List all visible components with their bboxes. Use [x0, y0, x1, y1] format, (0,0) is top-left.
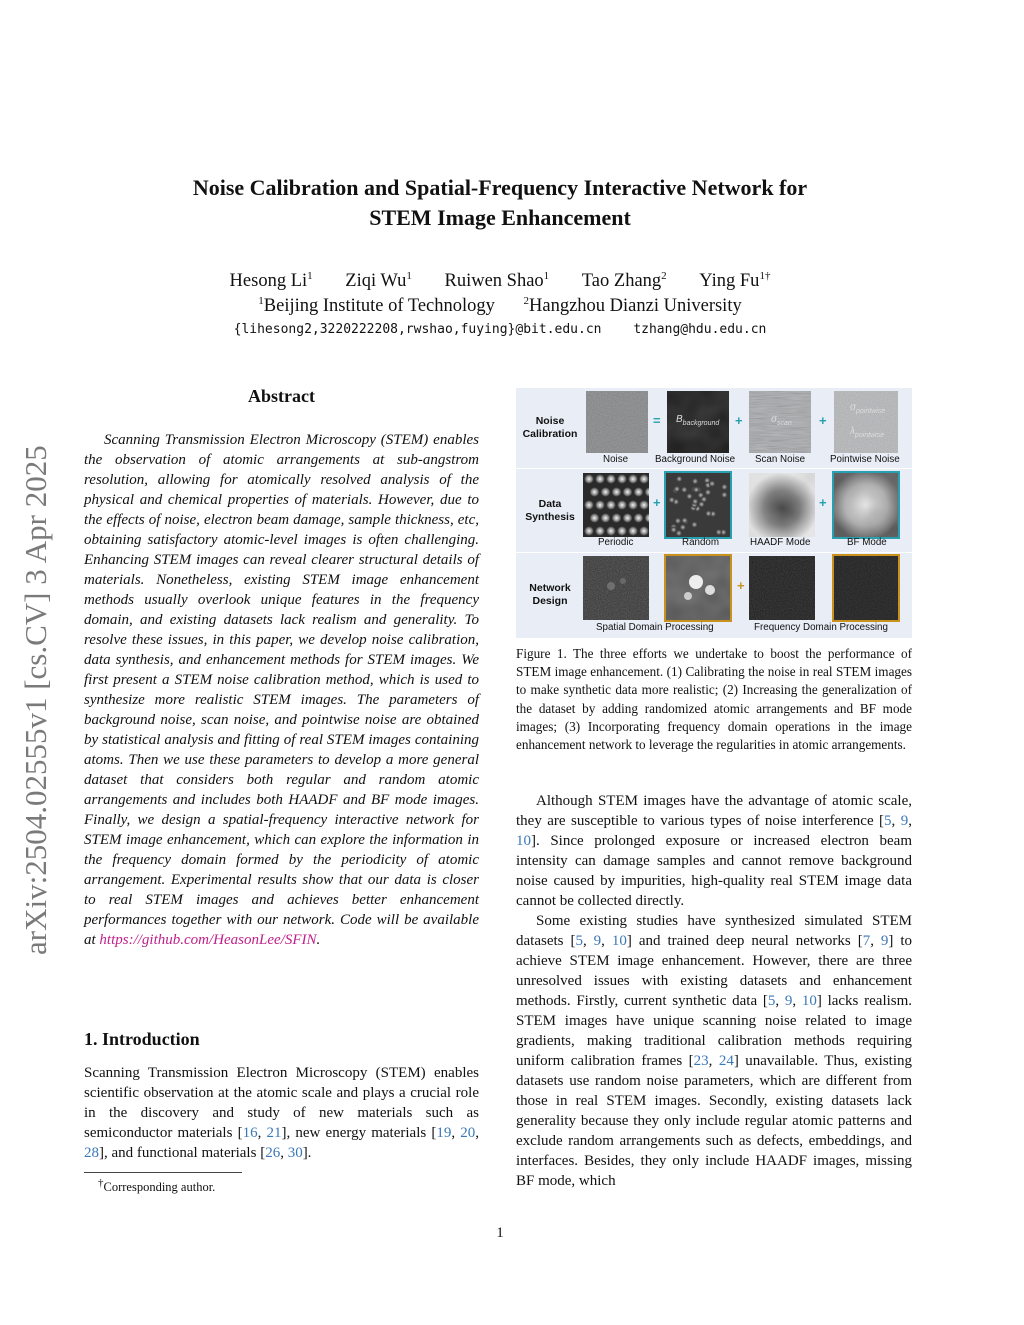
background-noise-symbol: $B_{background}$ — [676, 414, 720, 427]
author-list — [0, 270, 1000, 292]
plus-operator: + — [737, 578, 745, 593]
atom-dot — [686, 493, 692, 499]
atom-dot — [676, 530, 682, 536]
atom-dot — [590, 513, 600, 523]
row-label-noise-calibration: Noise Calibration — [522, 415, 578, 440]
atom-dot — [670, 527, 676, 533]
figure-label: Scan Noise — [755, 454, 806, 465]
atom-dot — [721, 484, 727, 490]
figure-label: BF Mode — [847, 537, 887, 548]
figure-1 — [516, 388, 912, 638]
affiliation-list — [0, 295, 1000, 317]
atom-dot — [705, 489, 711, 495]
atom-dot — [675, 518, 681, 524]
author: Ying $Fu^{1\dagger}$ — [699, 270, 771, 292]
citation-link[interactable]: 23 — [693, 1053, 709, 1069]
citation-link[interactable]: 5 — [767, 993, 776, 1009]
atom-dot — [680, 524, 686, 530]
atom-dot — [606, 500, 616, 510]
atom-dot — [716, 529, 722, 535]
figure-label: Background Noise — [655, 454, 736, 465]
bf-mode-image — [834, 473, 898, 537]
figure-label: HAADF Mode — [750, 537, 811, 548]
atom-dot — [634, 513, 644, 523]
author: Tao Zhang$^2$ — [581, 270, 667, 292]
figure-label: Frequency Domain Processing — [754, 622, 888, 633]
figure-label: Periodic — [598, 537, 634, 548]
citation-link[interactable]: 19 — [436, 1125, 452, 1141]
citation-link[interactable]: 9 — [900, 813, 909, 829]
atom-dot — [681, 487, 687, 493]
atom-dot — [701, 496, 707, 502]
atom-dot — [623, 513, 633, 523]
atom-dot — [606, 474, 616, 484]
atom-dot — [584, 500, 594, 510]
atom-dot — [692, 478, 698, 484]
figure-label: Noise — [603, 454, 629, 465]
atom-dot — [669, 497, 675, 503]
citation-link[interactable]: 7 — [862, 933, 871, 949]
section-heading-introduction: 1. Introduction — [84, 1029, 200, 1049]
atom-dot — [617, 526, 627, 536]
pointwise-sigma-symbol: $\sigma_{pointwise}$ — [850, 402, 886, 415]
atom-dot — [705, 510, 711, 516]
email: {lihesong2,3220222208,rwshao,fuying}@bit.edu.cn — [233, 322, 602, 337]
row-label-data-synthesis: Data Synthesis — [525, 498, 575, 523]
atom-dot — [623, 487, 633, 497]
author: Hesong Li$^1$ — [229, 270, 313, 292]
atom-dot — [595, 500, 605, 510]
author: Ruiwen Shao$^1$ — [444, 270, 550, 292]
paragraph: Although STEM images have the advantage of atomic scale, they are susceptible to various types of noise interference [5, 9, 10]. Since prolonged exposure or increased electron beam intensity can damage samples and cannot remove background noise caused by impurities, high-quality real STEM image data cannot be collected directly. — [516, 793, 912, 909]
atom-dot — [634, 487, 644, 497]
atom-dot — [628, 500, 638, 510]
citation-link[interactable]: 24 — [718, 1053, 734, 1069]
atom-dot — [628, 526, 638, 536]
spatial-output-image — [666, 556, 730, 620]
right-column-text — [516, 791, 912, 1191]
atom-dot — [721, 492, 727, 498]
atom-dot — [612, 487, 622, 497]
affiliation: $^2$Hangzhou Dianzi University — [523, 295, 742, 317]
title-line-2: STEM Image Enhancement — [369, 205, 631, 230]
citation-link[interactable]: 20 — [460, 1125, 476, 1141]
arxiv-identifier: arXiv:2504.02555v1 [cs.CV] 3 Apr 2025 — [18, 445, 53, 955]
atom-dot — [606, 526, 616, 536]
plus-operator: + — [653, 495, 661, 510]
page-number: 1 — [496, 1225, 504, 1241]
atom-dot — [639, 526, 649, 536]
introduction-paragraph: Scanning Transmission Electron Microscopy (STEM) enables scientific observation at the atomic scale and plays a crucial role in the discovery and study of new materials such as semiconductor materials [16, 21], new energy materials [19, 20, 28], and functional materials [26, 30]. — [84, 1065, 480, 1161]
atom-dot — [601, 513, 611, 523]
atom-dot — [595, 474, 605, 484]
atom-dot — [691, 521, 697, 527]
atom-dot — [601, 487, 611, 497]
email-list — [0, 322, 1000, 337]
paper-title — [0, 173, 1000, 233]
atom-dot — [628, 474, 638, 484]
atom-dot — [681, 517, 687, 523]
atom-dot — [693, 486, 699, 492]
frequency-input-image — [749, 556, 815, 620]
figure-label: Random — [682, 537, 720, 548]
figure-label: Pointwise Noise — [830, 454, 900, 465]
atom-dot — [584, 526, 594, 536]
author: Ziqi Wu$^1$ — [345, 270, 412, 292]
affiliation: $^1$Beijing Institute of Technology — [258, 295, 495, 317]
citation-link[interactable]: 10 — [801, 993, 817, 1009]
citation-link[interactable]: 9 — [784, 993, 793, 1009]
plus-operator: + — [735, 413, 743, 428]
atom-dot — [595, 526, 605, 536]
citation-link[interactable]: 5 — [575, 933, 583, 949]
periodic-atoms-image — [583, 473, 649, 537]
citation-link[interactable]: 30 — [287, 1145, 303, 1161]
spatial-input-image — [583, 556, 649, 620]
figure-caption: Figure 1. The three efforts we undertake to boost the performance of STEM image enhancement. (1) Calibrating the noise in real STEM images to make synthetic data more realistic; (2) Increasing the generalization of the dataset by adding randomized atomic arrangements and BF mode images; (3) Incorporating frequency domain operations in the image enhancement network to leverage the regularities in atomic arrangements. — [516, 646, 912, 753]
citation-link[interactable]: 10 — [516, 833, 531, 849]
citation-link[interactable]: 21 — [266, 1125, 282, 1141]
atom-dot — [617, 500, 627, 510]
haadf-mode-image — [749, 473, 815, 537]
footnote: †Corresponding author. — [98, 1177, 216, 1195]
atom-dot — [639, 474, 649, 484]
citation-link[interactable]: 26 — [265, 1145, 281, 1161]
atom-dot — [674, 486, 680, 492]
atom-dot — [709, 480, 715, 486]
random-atoms-image — [666, 473, 730, 537]
citation-link[interactable]: 16 — [242, 1125, 258, 1141]
footnote-divider — [84, 1172, 242, 1173]
atom-dot — [612, 513, 622, 523]
pointwise-lambda-symbol: $\lambda_{pointwise}$ — [850, 426, 885, 439]
atom-dot — [617, 474, 627, 484]
title-line-1: Noise Calibration and Spatial-Frequency Interactive Network for — [192, 175, 808, 200]
email: tzhang@hdu.edu.cn — [633, 322, 767, 337]
pointwise-noise-image — [834, 391, 898, 453]
citation-link[interactable]: 5 — [884, 813, 892, 829]
abstract-body: Scanning Transmission Electron Microscopy (STEM) enables the observation of atomic arrangements at sub-angstrom resolution, allowing for atomically resolved analysis of the physical and chemical properties of materials. However, due to the effects of noise, electron beam damage, sample thickness, etc, obtaining satisfactory atomic-level images is often challenging. Enhancing STEM images can reveal clearer structural details of materials. Nonetheless, existing STEM image enhancement methods usually overlook unique features in the frequency domain, and existing datasets lack realism and generality. To resolve these issues, in this paper, we develop noise calibration, data synthesis, and enhancement methods for STEM images. We first present a STEM noise calibration method, which is used to synthesize more realistic STEM images. The parameters of background noise, scan noise, and pointwise noise are obtained by statistical analysis and fitting of real STEM images containing atoms. Then we use these parameters to develop a more general dataset that considers both regular and random atomic arrangements and includes both HAADF and BF mode images. Finally, we design a spatial-frequency interactive network for STEM image enhancement, which can explore the information in the frequency domain formed by the periodicity of atomic arrangement. Experimental results show that our data is closer to real STEM images and achieves better enhancement performances together with our network. Code will be available at https://github.com/HeasonLee/SFIN. — [84, 432, 479, 948]
equals-operator: = — [653, 413, 661, 428]
figure-label: Spatial Domain Processing — [596, 622, 714, 633]
atom-dot — [639, 500, 649, 510]
code-link[interactable]: https://github.com/HeasonLee/SFIN — [99, 932, 317, 948]
paragraph: Some existing studies have synthesized simulated STEM datasets [5, 9, 10] and trained deep neural networks [7, 9] to achieve STEM image enhancement. However, there are three unresolved issues with existing datasets and enhancement methods. Firstly, current synthetic data [5, 9, 10] lacks realism. STEM images have unique scanning noise related to image gradients, making traditional calibration methods requiring uniform calibration frames [23, 24] unavailable. Thus, existing datasets use random noise parameters, which are different from those in real STEM images. Secondly, existing datasets lack generality because they only include regular atomic patterns and exclude random arrangements such as defects, embeddings, and interfaces. Besides, they only include HAADF images, missing BF mode, which — [516, 913, 913, 1189]
citation-link[interactable]: 9 — [593, 933, 602, 949]
row-label-network-design: Network Design — [529, 582, 571, 607]
plus-operator: + — [819, 495, 827, 510]
citation-link[interactable]: 10 — [611, 933, 627, 949]
scan-noise-symbol: $\sigma_{scan}$ — [771, 414, 792, 427]
atom-dot — [590, 487, 600, 497]
atom-dot — [692, 498, 698, 504]
plus-operator: + — [819, 413, 827, 428]
atom-dot — [676, 476, 682, 482]
citation-link[interactable]: 28 — [84, 1145, 99, 1161]
frequency-output-image — [834, 556, 898, 620]
atom-dot — [584, 474, 594, 484]
abstract-heading: Abstract — [248, 386, 315, 406]
citation-link[interactable]: 9 — [880, 933, 889, 949]
noise-image — [586, 391, 648, 453]
